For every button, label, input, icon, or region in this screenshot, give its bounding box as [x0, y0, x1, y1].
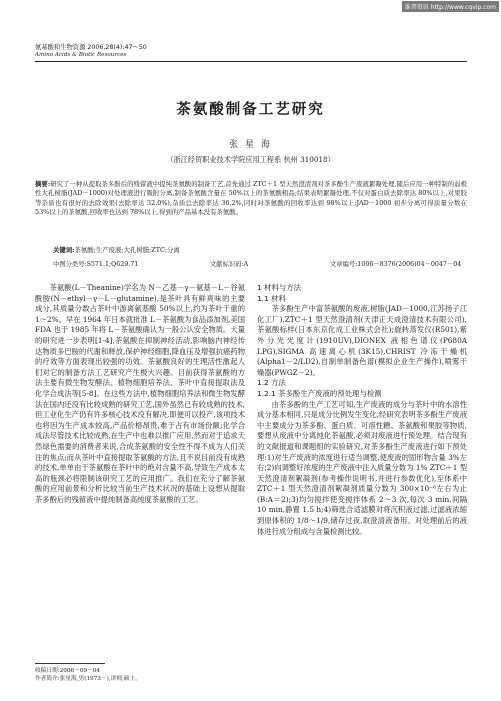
author: 张 星 海 — [229, 140, 272, 150]
section-heading-1-2-1: 1.2.1 茶多酚生产废液的预处理与检测 — [257, 388, 382, 398]
document-code: 文献标识码:A — [210, 261, 249, 268]
materials-paragraph: 茶多酚生产中富茶氨酸的废液,树脂(JAD－1000,江苏扬子江化工厂),ZTC＋1 型天然澄清剂(天津正天成澄清技术有限公司),茶氨酸标样(日本东京化成工业株式会社);旋转蒸发仪(R501),紫外分光光度计(1910UV),DIONEX 液相色谱仪(P680A LPG),SIGMA 高速离心机(3K15),CHRIST 冷冻干燥机(Alpha1－2/LD2),自制单制备色谱(模拟企业生产操作),喷雾干燥器(PWGZ－2)。 — [257, 304, 467, 377]
section-heading-1-2: 1.2 方法 — [257, 378, 286, 388]
abstract-label: 摘要: — [35, 180, 51, 188]
paper-title: 茶氨酸制备工艺研究 — [176, 102, 325, 118]
abstract-text: 研究了一种从提取茶多酚后的残留液中提纯茶氨酸的制备工艺,首先通过 ZTC＋1 型天然澄清剂对茶多酚生产废液絮凝处理,随后应用一种特制的弱极性大孔树脂(JAD－1000)对处理液进行吸附分离,制备茶氨酸含量在 50%以上的茶氨酸粗品;结果表明絮凝处理,不仅对蛋白质去除率达 80%以上,对果胶等杂质也有很好的去除效果(去除率达 32.0%),杂质总去除率达 36.2%,同时对茶氨酸的回收率达到 98%以上;JAD－1000 初步分离可得质量分数在 53%以上的茶氨酸,回收率也达到 78%以上,得到的产品基本没有茶氨酸。 — [35, 180, 467, 217]
author-bio: 作者简介:张星海,男(1973－),讲师,硕士。 — [35, 676, 141, 683]
keywords-label: 关键词: — [53, 246, 75, 254]
left-column — [35, 283, 245, 505]
clc-number: 中图分类号:S571.1;Q629.71 — [53, 261, 139, 268]
keywords-text: 茶氨酸;生产废液;大孔树脂;ZTC;分离 — [74, 246, 180, 254]
pretreatment-paragraph: 由茶多酚的生产工艺可知,生产废液的成分与茶叶中的水溶性成分基本相同,只是成分比例发生变化,经研究表明茶多酚生产废液中主要成分为茶多酚、蛋白质、可溶性糖、茶氨酸和果胶等物质,要想从废液中分离纯化茶氨酸,必须对废液进行预处理。结合现有的文献报道和课题组的实验研究,对茶多酚生产废液进行如下预处理:1)对生产废液的浓度进行适当调整,使废液的固形物含量 3%左右;2)向调整好浓度的生产废液中注入质量分数为 1% ZTC＋1 型天然澄清剂絮凝剂(参考操作说明书,并进行参数优化),至体系中 ZTC＋1 型天然澄清剂絮凝剂质量分数为 300×10⁻⁶左右为止(B:A＝2);3)均匀搅拌使变搅拌体系 2～3 次,每次 3 min,间隔 10 min,静置 1.5 h;4)筛选合适滤膜对将沉积液过滤,过滤液浓缩到原体积的 1/8～1/9,储存过夜,取澄清液备用。对处理前后的液体进行成分组成与含量检测比较。 — [257, 399, 467, 536]
article-number: 文章编号:1006－8376(2006)04－0047－04 — [330, 261, 462, 268]
section-heading-1-1: 1.1 材料 — [257, 293, 286, 303]
journal-info: 氨基酸和生物资源 2006,28(4):47～50 — [35, 44, 147, 51]
header-rule — [35, 61, 467, 62]
footnote-rule — [35, 663, 105, 664]
section-heading-1: 1 材料与方法 — [257, 283, 302, 292]
keywords — [53, 245, 465, 254]
abstract — [35, 180, 467, 218]
received-date: 收稿日期:2006－09－04 — [35, 668, 100, 674]
affiliation: （浙江经贸职业技术学院应用工程系 杭州 310018） — [166, 155, 335, 164]
watermark: 维普资讯 http://www.cqvip.com — [402, 1, 499, 12]
intro-paragraph: 茶氨酸(L－Theanine)学名为 N－乙基－γ－氨基－L－谷氨酰胺(N－ethyl－γ－L－glutamine),是茶叶具有鲜爽味的主要成分,其质量分数占茶叶中游离氨基酸 50%以上,约为茶叶干重的 1～2%。早在 1964 年日本就批准 L－茶氨酸为食品添加剂,美国 FDA 也于 1985 年将 L－茶氨酸确认为一般公认安全物质。大量的研究进一步表明[1-4],茶氨酸在抑制神经活动,影响脑内神经传达物质多巴胺的代谢和释放,保护神经细胞,降血压及增强抗癌药物的疗效等方面表现出较强的功效。茶氨酸良好的生理活性激起人们对它的制备方法工艺研究产生极大兴趣。目前获得茶氨酸的方法主要有微生物发酵法、植物细胞培养法、茶叶中直接提取法及化学合成法等[5-8]。在这些方法中,植物细胞培养法和微生物发酵法在国内还没有比较成熟的研究工艺,国外虽然已有较成熟的技术,但工业化生产仍有许多核心技术没有解决,即便可以投产,该项技术也将因为生产成本较高,产品价格昂贵,难于占有市场份额;化学合成法尽管技术比较成熟,在生产中也难以推广应用,然而对于追求天然绿色需要的消费者来说,合成茶氨酸的安全性不得不成为人们关注的焦点;而从茶叶中直接提取茶氨酸的方法,且不说目前没有成熟的技术,单单由于茶氨酸在茶叶中的绝对含量不高,导致生产成本太高的瓶颈必将限制该研究工艺的应用推广。我们在充分了解茶氨酸的应用前景和分析比较当前生产技术状况的基础上设想从提取茶多酚后的残留液中提纯制备高纯度茶氨酸的工艺。 — [35, 283, 245, 504]
footnote — [35, 667, 141, 683]
right-column — [257, 283, 467, 537]
journal-name-en: Amino Acids & Biotic Resources — [35, 52, 127, 58]
